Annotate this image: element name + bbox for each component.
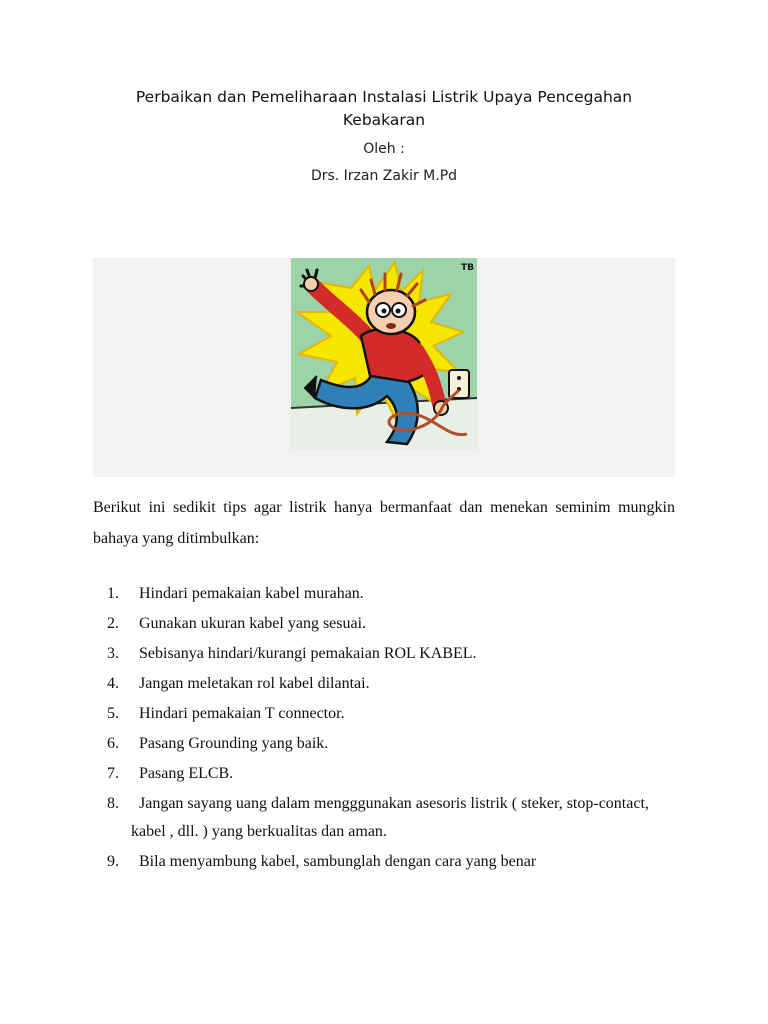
tips-list	[93, 580, 683, 878]
list-item-text: Jangan sayang uang dalam mengggunakan asesoris listrik ( steker, stop-contact, kabel , dll. ) yang berkualitas dan aman.	[131, 795, 649, 840]
list-item	[93, 670, 683, 698]
list-item-number: 7.	[107, 765, 119, 782]
electric-shock-illustration	[291, 258, 477, 450]
list-item	[93, 580, 683, 608]
intro-paragraph: Berikut ini sedikit tips agar listrik hanya bermanfaat dan menekan seminim mungkin bahaya yang ditimbulkan:	[93, 499, 675, 547]
author-name: Drs. Irzan Zakir M.Pd	[310, 168, 458, 184]
document-title	[100, 86, 668, 132]
list-item-number: 8.	[107, 795, 119, 812]
list-item	[93, 610, 683, 638]
list-item-number: 9.	[107, 853, 119, 870]
list-item	[93, 730, 683, 758]
wall-socket	[449, 370, 469, 398]
list-item-number: 5.	[107, 705, 119, 722]
byline: Oleh :	[363, 141, 405, 157]
list-item	[93, 640, 683, 668]
list-item	[93, 700, 683, 728]
list-item-number: 3.	[107, 645, 119, 662]
list-item-number: 2.	[107, 615, 119, 632]
illustration-mark: TB	[461, 263, 474, 273]
list-item-text: Pasang ELCB.	[139, 765, 234, 782]
list-item-text: Jangan meletakan rol kabel dilantai.	[139, 675, 370, 692]
list-item-number: 1.	[107, 585, 119, 602]
list-item-text: Pasang Grounding yang baik.	[139, 735, 329, 752]
list-item-text: Sebisanya hindari/kurangi pemakaian ROL KABEL.	[139, 645, 477, 662]
list-item-text: Hindari pemakaian kabel murahan.	[139, 585, 364, 602]
list-item	[93, 848, 683, 876]
list-item-text: Hindari pemakaian T connector.	[139, 705, 345, 722]
list-item-text: Bila menyambung kabel, sambunglah dengan cara yang benar	[139, 853, 537, 870]
list-item-text: Gunakan ukuran kabel yang sesuai.	[139, 615, 367, 632]
list-item	[93, 790, 683, 846]
list-item-number: 4.	[107, 675, 119, 692]
list-item	[93, 760, 683, 788]
title-line-2: Kebakaran	[342, 111, 426, 129]
list-item-number: 6.	[107, 735, 119, 752]
illustration-frame	[93, 258, 675, 477]
title-line-1: Perbaikan dan Pemeliharaan Instalasi Listrik Upaya Pencegahan	[135, 88, 633, 106]
